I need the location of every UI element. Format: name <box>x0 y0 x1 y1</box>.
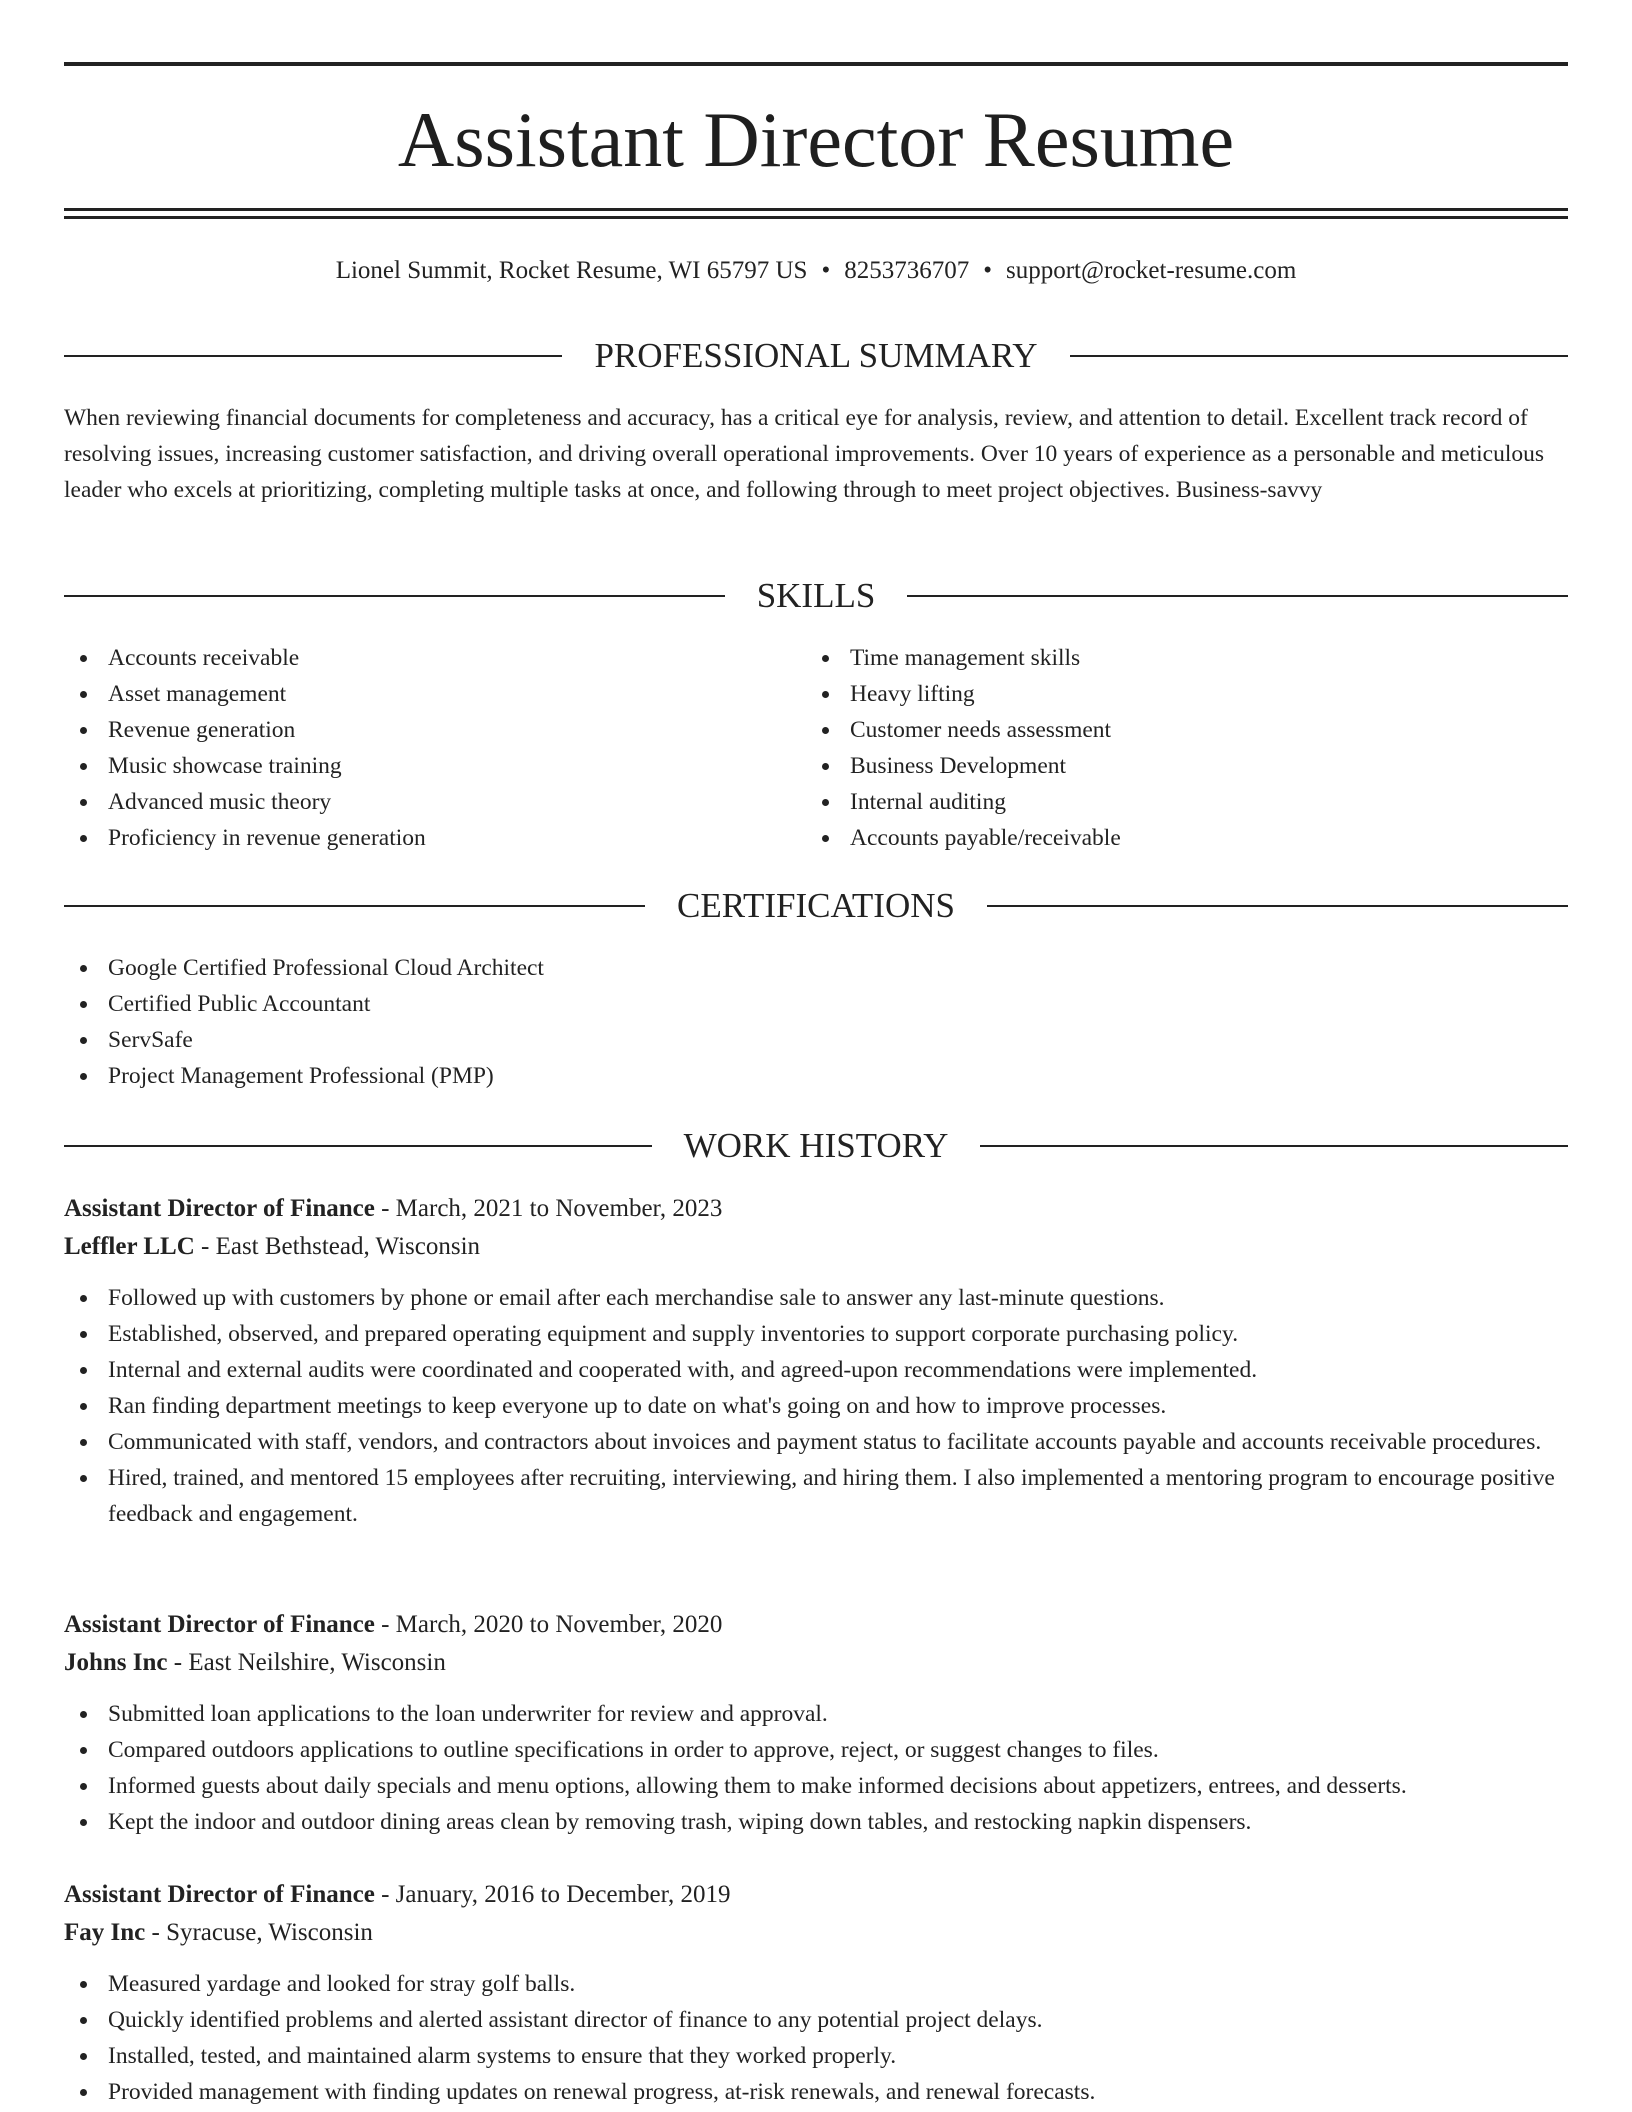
company-line <box>64 1228 1568 1266</box>
heading-rule <box>64 905 645 907</box>
job-bullet: Followed up with customers by phone or email after each merchandise sale to answer any last-minute questions. <box>64 1280 1568 1316</box>
section-title: WORK HISTORY <box>683 1126 949 1165</box>
job-bullet: Hired, trained, and mentored 15 employees after recruiting, interviewing, and hiring them. I also implemented a mentoring program to encourage positive feedback and engagement. <box>64 1460 1568 1532</box>
contact-phone: 8253736707 <box>844 257 970 284</box>
certifications-list <box>64 950 1568 1094</box>
page-title: Assistant Director Resume <box>397 96 1235 183</box>
job-title-line <box>64 1606 1568 1644</box>
top-rule <box>64 62 1568 66</box>
skill-item: Advanced music theory <box>64 784 804 820</box>
certification-item: ServSafe <box>64 1022 1568 1058</box>
skills-list-left <box>64 640 804 856</box>
job-bullets <box>64 1280 1568 1532</box>
job-bullet: Internal and external audits were coordinated and cooperated with, and agreed-upon recommendations were implemented. <box>64 1352 1568 1388</box>
job-bullet: Kept the indoor and outdoor dining areas clean by removing trash, wiping down tables, and restocking napkin dispensers. <box>64 1804 1568 1840</box>
contact-email: support@rocket-resume.com <box>1005 257 1297 284</box>
job-title: Assistant Director of Finance <box>64 1881 375 1908</box>
job-bullet: Quickly identified problems and alerted assistant director of finance to any potential project delays. <box>64 2002 1568 2038</box>
certification-item: Certified Public Accountant <box>64 986 1568 1022</box>
certification-item: Project Management Professional (PMP) <box>64 1058 1568 1094</box>
job-bullet: Communicated with staff, vendors, and contractors about invoices and payment status to facilitate accounts payable and accounts receivable procedures. <box>64 1424 1568 1460</box>
skill-item: Accounts payable/receivable <box>806 820 1566 856</box>
company-location: - East Neilshire, Wisconsin <box>167 1649 446 1676</box>
section-title: SKILLS <box>756 576 876 615</box>
skill-item: Time management skills <box>806 640 1566 676</box>
skills-list-right <box>806 640 1566 856</box>
contact-separator: • <box>983 257 992 284</box>
job-entry <box>64 1876 1568 2110</box>
company-location: - East Bethstead, Wisconsin <box>194 1233 481 1260</box>
skill-item: Heavy lifting <box>806 676 1566 712</box>
contact-separator: • <box>821 257 831 284</box>
job-dates: - January, 2016 to December, 2019 <box>374 1881 731 1908</box>
title-rule-upper <box>64 208 1568 211</box>
job-bullet: Submitted loan applications to the loan underwriter for review and approval. <box>64 1696 1568 1732</box>
title-rule-lower <box>64 216 1568 219</box>
company-line <box>64 1644 1568 1682</box>
certification-item: Google Certified Professional Cloud Architect <box>64 950 1568 986</box>
heading-rule <box>64 1145 652 1147</box>
skill-item: Internal auditing <box>806 784 1566 820</box>
summary-heading <box>64 336 1568 376</box>
certifications-heading <box>64 886 1568 926</box>
company-name: Fay Inc <box>64 1919 146 1946</box>
section-title: PROFESSIONAL SUMMARY <box>594 336 1038 375</box>
job-entry <box>64 1190 1568 1532</box>
job-bullet: Ran finding department meetings to keep everyone up to date on what's going on and how to improve processes. <box>64 1388 1568 1424</box>
heading-rule <box>907 595 1568 597</box>
job-title-line <box>64 1876 1568 1914</box>
heading-rule <box>64 355 562 357</box>
job-dates: - March, 2021 to November, 2023 <box>374 1195 723 1222</box>
job-title: Assistant Director of Finance <box>64 1611 375 1638</box>
job-bullet: Established, observed, and prepared operating equipment and supply inventories to support corporate purchasing policy. <box>64 1316 1568 1352</box>
heading-rule <box>980 1145 1568 1147</box>
skill-item: Business Development <box>806 748 1566 784</box>
job-bullets <box>64 1966 1568 2110</box>
job-dates: - March, 2020 to November, 2020 <box>374 1611 723 1638</box>
job-bullets <box>64 1696 1568 1840</box>
job-bullet: Installed, tested, and maintained alarm systems to ensure that they worked properly. <box>64 2038 1568 2074</box>
company-name: Johns Inc <box>64 1649 168 1676</box>
skill-item: Music showcase training <box>64 748 804 784</box>
heading-rule <box>1070 355 1568 357</box>
contact-address: Lionel Summit, Rocket Resume, WI 65797 US <box>335 257 808 284</box>
job-title-line <box>64 1190 1568 1228</box>
job-title: Assistant Director of Finance <box>64 1195 375 1222</box>
job-entry <box>64 1606 1568 1840</box>
summary-text: When reviewing financial documents for completeness and accuracy, has a critical eye for analysis, review, and attention to detail. Excellent track record of resolving issues, increasing customer satisfaction, and driving overall operational improvements. Over 10 years of experience as a personable and meticulous leader who excels at prioritizing, completing multiple tasks at once, and following through to meet project objectives. Business-savvy <box>64 405 1545 503</box>
heading-rule <box>987 905 1568 907</box>
company-location: - Syracuse, Wisconsin <box>145 1919 373 1946</box>
job-bullet: Informed guests about daily specials and menu options, allowing them to make informed decisions about appetizers, entrees, and desserts. <box>64 1768 1568 1804</box>
work-history-heading <box>64 1126 1568 1166</box>
job-bullet: Provided management with finding updates on renewal progress, at-risk renewals, and renewal forecasts. <box>64 2074 1568 2110</box>
job-bullet: Compared outdoors applications to outline specifications in order to approve, reject, or suggest changes to files. <box>64 1732 1568 1768</box>
contact-line <box>64 254 1568 288</box>
skill-item: Accounts receivable <box>64 640 804 676</box>
company-name: Leffler LLC <box>64 1233 195 1260</box>
skill-item: Customer needs assessment <box>806 712 1566 748</box>
heading-rule <box>64 595 725 597</box>
job-bullet: Measured yardage and looked for stray golf balls. <box>64 1966 1568 2002</box>
skills-heading <box>64 576 1568 616</box>
skill-item: Revenue generation <box>64 712 804 748</box>
skill-item: Proficiency in revenue generation <box>64 820 804 856</box>
company-line <box>64 1914 1568 1952</box>
skill-item: Asset management <box>64 676 804 712</box>
section-title: CERTIFICATIONS <box>677 886 955 925</box>
